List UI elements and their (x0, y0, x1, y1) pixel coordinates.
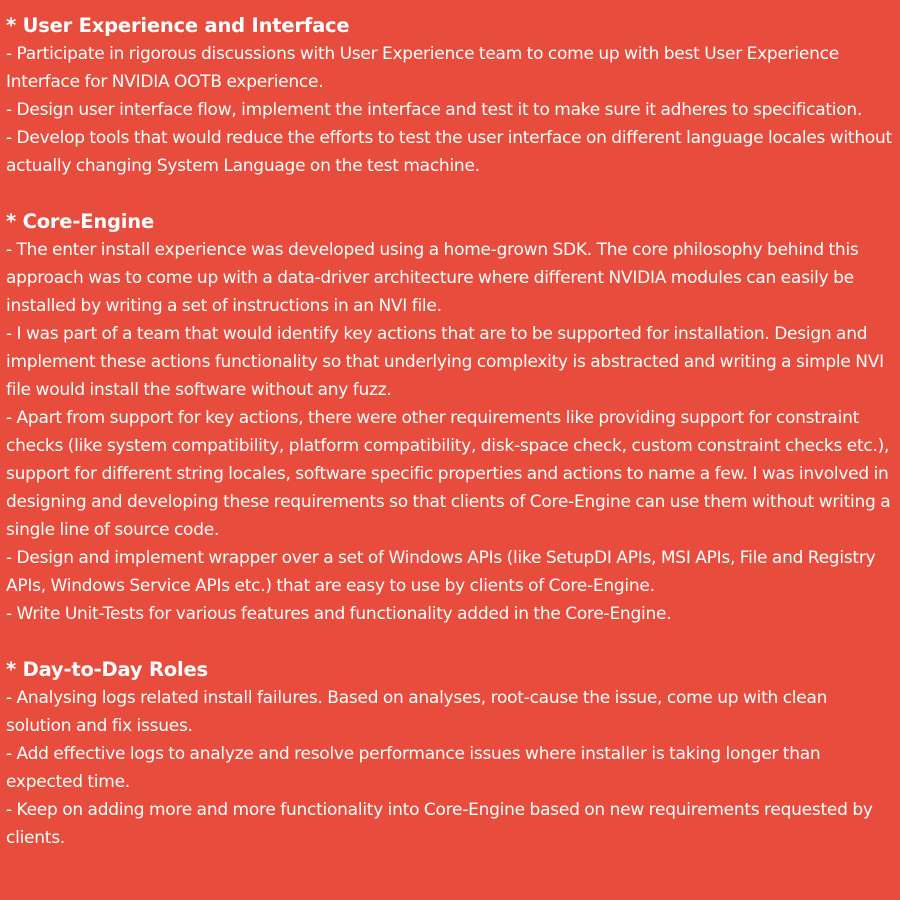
list-item: - Write Unit-Tests for various features and functionality added in the Core-Engine. (6, 604, 672, 624)
section-user-experience (6, 12, 894, 180)
section-item-list (6, 40, 894, 180)
list-item: - I was part of a team that would identify key actions that are to be supported for installation. Design and implement these actions functionality so that underlying complexity is abstracted and writing a simple NVI file would install the software without any fuzz. (6, 324, 884, 400)
section-heading: * User Experience and Interface (6, 14, 350, 37)
list-item: - The enter install experience was developed using a home-grown SDK. The core philosophy behind this approach was to come up with a data-driver architecture where different NVIDIA modules can easily be installed by writing a set of instructions in an NVI file. (6, 240, 859, 316)
list-item: - Develop tools that would reduce the efforts to test the user interface on different language locales without actually changing System Language on the test machine. (6, 128, 892, 176)
list-item: - Participate in rigorous discussions with User Experience team to come up with best User Experience Interface for NVIDIA OOTB experience. (6, 44, 839, 92)
list-item: - Design user interface flow, implement the interface and test it to make sure it adheres to specification. (6, 100, 863, 120)
list-item: - Keep on adding more and more functionality into Core-Engine based on new requirements requested by clients. (6, 800, 873, 848)
section-core-engine (6, 208, 894, 628)
section-heading: * Core-Engine (6, 210, 154, 233)
section-heading: * Day-to-Day Roles (6, 658, 208, 681)
section-item-list (6, 684, 894, 852)
list-item: - Add effective logs to analyze and resolve performance issues where installer is taking longer than expected time. (6, 744, 821, 792)
section-item-list (6, 236, 894, 628)
list-item: - Analysing logs related install failures. Based on analyses, root-cause the issue, come up with clean solution and fix issues. (6, 688, 828, 736)
section-day-to-day-roles (6, 656, 894, 852)
list-item: - Design and implement wrapper over a set of Windows APIs (like SetupDI APIs, MSI APIs, File and Registry APIs, Windows Service APIs etc.) that are easy to use by clients of Core-Engine. (6, 548, 876, 596)
list-item: - Apart from support for key actions, there were other requirements like providing support for constraint checks (like system compatibility, platform compatibility, disk-space check, custom constraint checks etc.), support for different string locales, software specific properties and actions to name a few. I was involved in designing and developing these requirements so that clients of Core-Engine can use them without writing a single line of source code. (6, 408, 891, 540)
